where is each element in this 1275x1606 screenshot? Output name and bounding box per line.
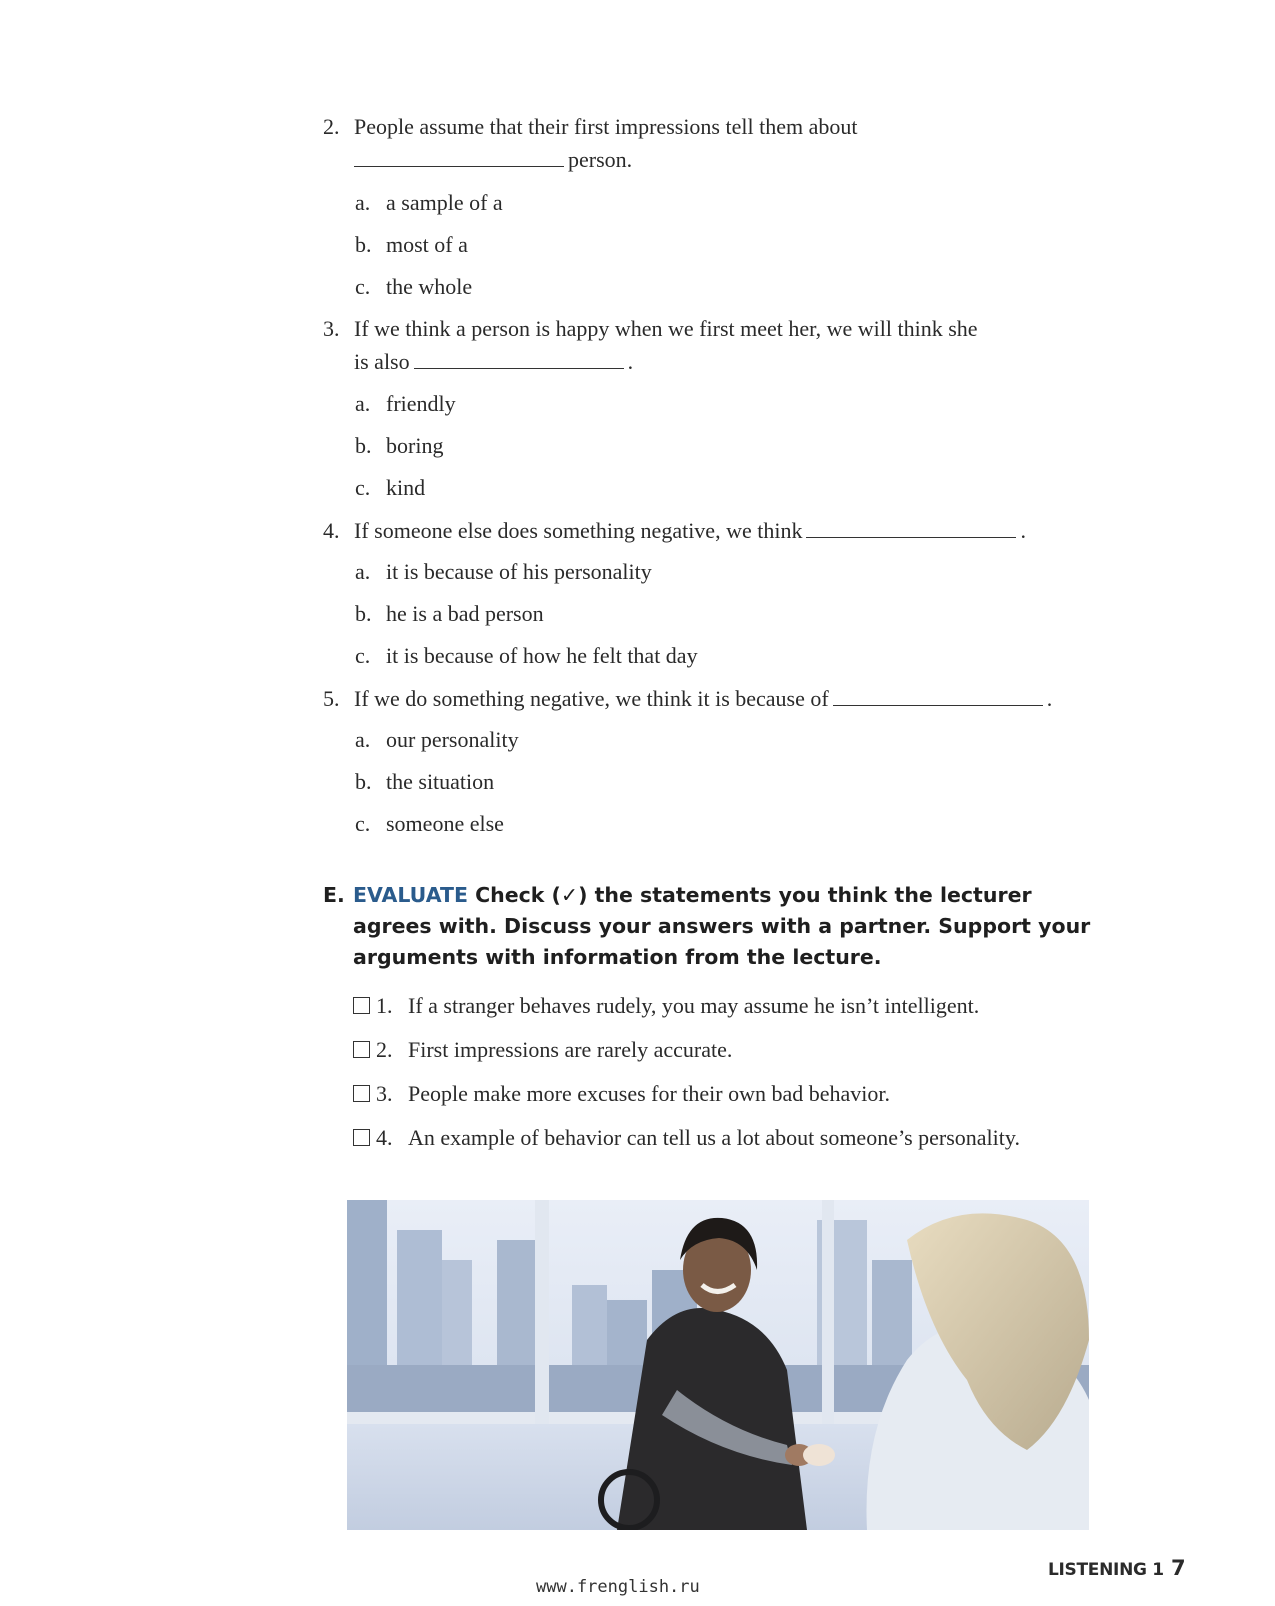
- question-text-line: [354, 514, 1026, 547]
- section-e-instructions: [323, 880, 1103, 973]
- page-number: 7: [1171, 1556, 1186, 1580]
- option-letter: c.: [355, 643, 371, 668]
- statement-1: [353, 993, 979, 1019]
- statement-2: [353, 1037, 732, 1063]
- question-number: 3.: [323, 316, 340, 341]
- option-text: it is because of how he felt that day: [386, 643, 698, 668]
- question-text: If someone else does something negative, we think: [354, 518, 803, 543]
- statement-3: [353, 1081, 890, 1107]
- question-5: [323, 682, 1113, 718]
- option-letter: c.: [355, 274, 371, 299]
- option-5c[interactable]: [355, 811, 504, 837]
- option-3b[interactable]: [355, 433, 443, 459]
- option-letter: a.: [355, 559, 371, 584]
- question-2: [323, 110, 1083, 180]
- question-4: [323, 514, 1103, 550]
- option-letter: b.: [355, 433, 372, 458]
- option-text: most of a: [386, 232, 468, 257]
- question-number: 2.: [323, 114, 340, 139]
- option-letter: b.: [355, 232, 372, 257]
- option-letter: b.: [355, 769, 372, 794]
- option-5a[interactable]: [355, 727, 519, 753]
- statement-4: [353, 1125, 1020, 1151]
- statement-text: An example of behavior can tell us a lot about someone’s personality.: [408, 1125, 1020, 1150]
- question-text-line2: [354, 345, 633, 378]
- statement-number: 4.: [376, 1125, 393, 1150]
- checkbox[interactable]: [353, 997, 370, 1014]
- option-3c[interactable]: [355, 475, 425, 501]
- question-text-after: .: [627, 349, 634, 374]
- answer-blank[interactable]: [806, 536, 1016, 538]
- question-text-after: .: [1046, 686, 1053, 711]
- question-number: 4.: [323, 518, 340, 543]
- question-text-after: .: [1020, 518, 1026, 543]
- question-number: 5.: [323, 686, 340, 711]
- statement-text: People make more excuses for their own bad behavior.: [408, 1081, 891, 1106]
- checkbox[interactable]: [353, 1085, 370, 1102]
- answer-blank[interactable]: [414, 367, 624, 369]
- option-letter: a.: [355, 190, 371, 215]
- question-text-line2: [354, 143, 632, 176]
- option-text: a sample of a: [386, 190, 503, 215]
- checkbox[interactable]: [353, 1129, 370, 1146]
- section-body: [353, 880, 1103, 973]
- option-letter: a.: [355, 727, 371, 752]
- option-2a[interactable]: [355, 190, 503, 216]
- section-label: LISTENING 1: [1048, 1560, 1164, 1580]
- statement-number: 2.: [376, 1037, 393, 1062]
- option-text: the situation: [386, 769, 495, 794]
- option-text: he is a bad person: [386, 601, 544, 626]
- option-text: boring: [386, 433, 444, 458]
- option-4c[interactable]: [355, 643, 698, 669]
- option-text: kind: [386, 475, 426, 500]
- statement-number: 3.: [376, 1081, 393, 1106]
- option-letter: c.: [355, 475, 371, 500]
- option-letter: b.: [355, 601, 372, 626]
- statement-text: If a stranger behaves rudely, you may assume he isn’t intelligent.: [408, 993, 980, 1018]
- option-text: our personality: [386, 727, 519, 752]
- option-letter: c.: [355, 811, 371, 836]
- question-text-after: person.: [568, 147, 633, 172]
- question-text-line: [354, 682, 1052, 715]
- question-text-line2-start: is also: [354, 349, 410, 374]
- section-instruction: Check (✓) the statements you think the lecturer agrees with. Discuss your answers with a partner. Support your arguments with information from the lecture.: [353, 883, 1091, 969]
- option-5b[interactable]: [355, 769, 494, 795]
- option-2c[interactable]: [355, 274, 472, 300]
- option-4a[interactable]: [355, 559, 652, 585]
- option-text: the whole: [386, 274, 473, 299]
- option-text: someone else: [386, 811, 504, 836]
- handshake-photo: [347, 1200, 1089, 1530]
- question-text: If we think a person is happy when we first meet her, we will think she: [354, 316, 978, 341]
- statement-text: First impressions are rarely accurate.: [408, 1037, 733, 1062]
- question-text: If we do something negative, we think it is because of: [354, 686, 829, 711]
- option-text: it is because of his personality: [386, 559, 652, 584]
- question-3: [323, 312, 1103, 382]
- watermark: www.frenglish.ru: [536, 1577, 700, 1597]
- section-letter: E.: [323, 883, 345, 907]
- section-heading: EVALUATE: [353, 883, 468, 907]
- option-4b[interactable]: [355, 601, 544, 627]
- question-text: People assume that their first impressions tell them about: [354, 114, 858, 139]
- answer-blank[interactable]: [833, 704, 1043, 706]
- option-letter: a.: [355, 391, 371, 416]
- option-text: friendly: [386, 391, 456, 416]
- statement-number: 1.: [376, 993, 393, 1018]
- option-3a[interactable]: [355, 391, 456, 417]
- answer-blank[interactable]: [354, 165, 564, 167]
- checkbox[interactable]: [353, 1041, 370, 1058]
- option-2b[interactable]: [355, 232, 468, 258]
